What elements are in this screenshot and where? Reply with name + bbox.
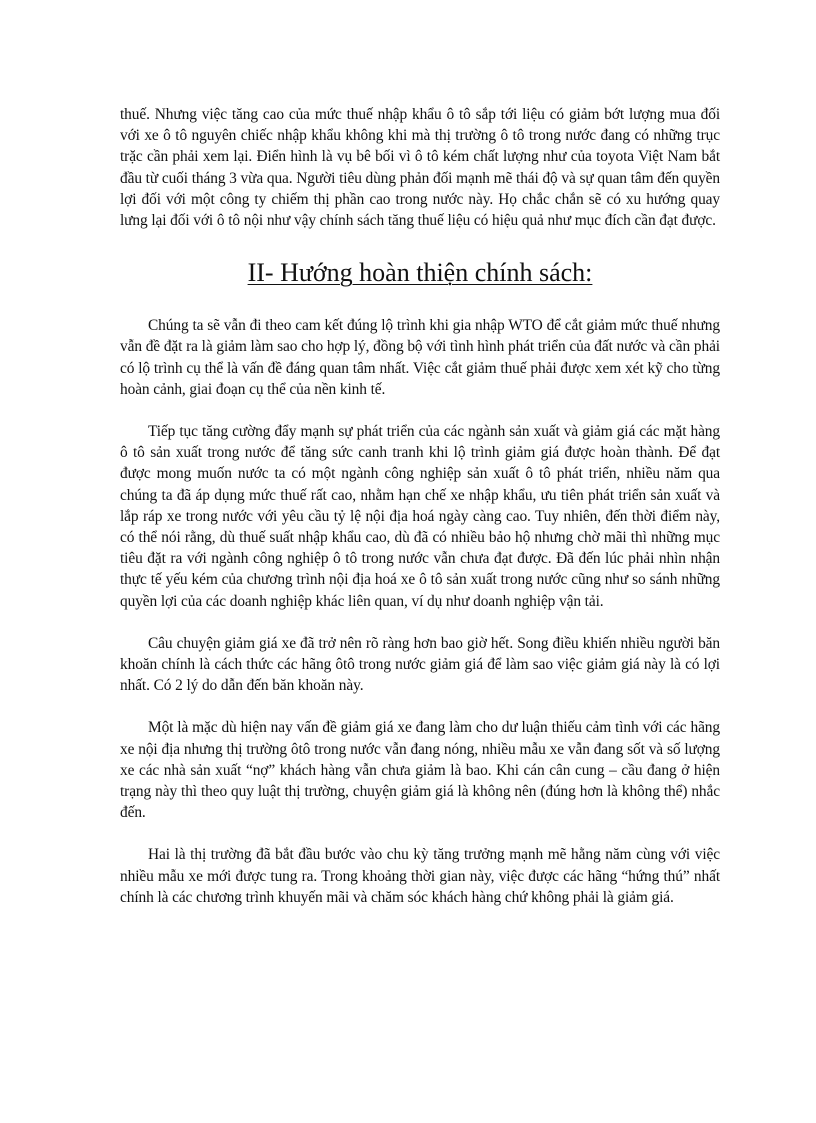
section-heading: II- Hướng hoàn thiện chính sách:: [247, 258, 593, 288]
document-page: [120, 104, 720, 908]
paragraph-reason-one: Một là mặc dù hiện nay vấn đề giảm giá xe đang làm cho dư luận thiếu cảm tình với các hãng xe nội địa nhưng thị trường ôtô trong nước vẫn đang nóng, nhiều mẫu xe vẫn đang sốt và số lượng xe các nhà sản xuất “nợ” khách hàng vẫn chưa giảm là bao. Khi cán cân cung – cầu đang ở hiện trạng này thì theo quy luật thị trường, chuyện giảm giá là không nên (đúng hơn là không thể) nhắc đến.: [120, 719, 720, 822]
paragraph-reason-two: Hai là thị trường đã bắt đầu bước vào chu kỳ tăng trưởng mạnh mẽ hằng năm cùng với việc nhiều mẫu xe mới được tung ra. Trong khoảng thời gian này, việc được các hãng “hứng thú” nhất chính là các chương trình khuyến mãi và chăm sóc khách hàng chứ không phải là giảm giá.: [120, 846, 720, 906]
paragraph-wto-commitment: Chúng ta sẽ vẫn đi theo cam kết đúng lộ trình khi gia nhập WTO để cắt giảm mức thuế nhưng vẫn đề đặt ra là giảm làm sao cho hợp lý, đồng bộ với tình hình phát triển của đất nước và cần phải có lộ trình cụ thể là vấn đề đáng quan tâm nhất. Việc cắt giảm thuế phải được xem xét kỹ cho từng hoàn cảnh, giai đoạn cụ thể của nền kinh tế.: [120, 317, 720, 398]
paragraph-domestic-production: Tiếp tục tăng cường đẩy mạnh sự phát triển của các ngành sản xuất và giảm giá các mặt hàng ô tô sản xuất trong nước để tăng sức canh tranh khi lộ trình giảm giá được hoàn thành. Để đạt được mong muốn nước ta có một ngành công nghiệp sản xuất ô tô phát triển, nhiều năm qua chúng ta đã áp dụng mức thuế rất cao, nhằm hạn chế xe nhập khẩu, ưu tiên phát triển sản xuất và lắp ráp xe trong nước với yêu cầu tỷ lệ nội địa hoá ngày càng cao. Tuy nhiên, đến thời điểm này, có thể nói rằng, dù thuế suất nhập khẩu cao, dù đã có nhiều bảo hộ nhưng chờ mãi thì những mục tiêu đặt ra với ngành công nghiệp ô tô trong nước vẫn chưa đạt được. Đã đến lúc phải nhìn nhận thực tế yếu kém của chương trình nội địa hoá xe ô tô sản xuất trong nước cũng như so sánh những quyền lợi của các doanh nghiệp khác liên quan, ví dụ như doanh nghiệp vận tải.: [120, 423, 720, 610]
paragraph-price-reduction: Câu chuyện giảm giá xe đã trở nên rõ ràng hơn bao giờ hết. Song điều khiến nhiều người băn khoăn chính là cách thức các hãng ôtô trong nước giảm giá để làm sao việc giảm giá này là có lợi nhất. Có 2 lý do dẫn đến băn khoăn này.: [120, 634, 720, 695]
paragraph-tax-continuation: thuế. Nhưng việc tăng cao của mức thuế nhập khẩu ô tô sắp tới liệu có giảm bớt lượng mua đối với xe ô tô nguyên chiếc nhập khẩu không khi mà thị trường ô tô trong nước đang có những trục trặc cần phải xem lại. Điển hình là vụ bê bối vì ô tô kém chất lượng như của toyota Việt Nam bắt đầu từ cuối tháng 3 vừa qua. Người tiêu dùng phản đối mạnh mẽ thái độ và sự quan tâm đến quyền lợi đối với một công ty chiếm thị phần cao trong nước này. Họ chắc chắn sẽ có xu hướng quay lưng lại đối với ô tô nội như vậy chính sách tăng thuế liệu có hiệu quả như mục đích cần đạt được.: [120, 106, 720, 230]
